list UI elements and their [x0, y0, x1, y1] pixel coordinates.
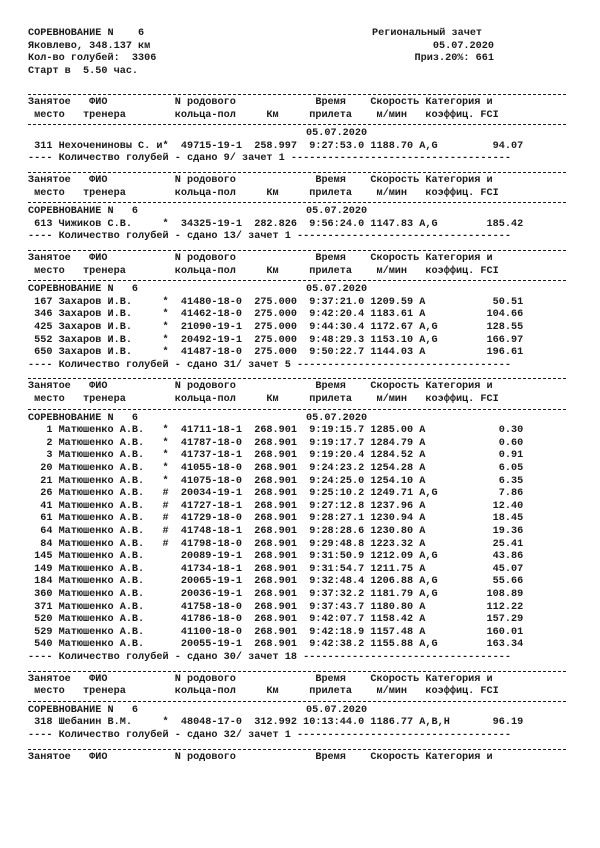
column-header-bottom-rule [28, 409, 566, 410]
start-time: Старт в 5.50 час. [28, 65, 139, 77]
block-title: СОРЕВНОВАНИЕ N 6 [28, 704, 139, 716]
column-header-row-2: место тренера кольца-пол Км прилета м/мин коэффиц. FCI [28, 394, 499, 405]
column-header-top-rule [28, 749, 566, 750]
result-row: 520 Матюшенко А.В. 41786-18-0 268.901 9:42:07.7 1158.42 A 157.29 [28, 614, 524, 626]
column-header-row-2: место тренера кольца-пол Км прилета м/мин коэффиц. FCI [28, 187, 499, 199]
block-title: СОРЕВНОВАНИЕ N 6 [28, 206, 139, 218]
result-row: 149 Матюшенко А.В. 41734-18-1 268.901 9:31:54.7 1211.75 A 45.07 [28, 563, 524, 575]
column-header-row-1: Занятое ФИО N родового Время Скорость Категория и [28, 97, 493, 108]
column-header-row-1: Занятое ФИО N родового Время Скорость Категория и [28, 673, 493, 685]
result-row: 552 Захаров И.В. * 20492-19-1 275.000 9:48:29.3 1153.10 A,G 166.97 [28, 334, 524, 346]
result-row: 184 Матюшенко А.В. 20065-19-1 268.901 9:32:48.4 1206.88 A,G 55.66 [28, 576, 524, 588]
result-row: 61 Матюшенко А.В. # 41729-18-0 268.901 9:28:27.1 1230.94 A 18.45 [28, 513, 524, 525]
block-summary: ---- Количество голубей - сдано 31/ зачет 5 ----------------------------------- [28, 359, 511, 371]
column-header-row-2: место тренера кольца-пол Км прилета м/мин коэффиц. FCI [28, 109, 499, 121]
block-title: СОРЕВНОВАНИЕ N 6 [28, 412, 139, 424]
prize-info: Приз.20%: 661 [414, 53, 494, 65]
result-row: 21 Матюшенко А.В. * 41075-18-0 268.901 9:24:25.0 1254.10 A 6.35 [28, 475, 524, 487]
race-date: 05.07.2020 [432, 40, 494, 52]
result-row: 360 Матюшенко А.В. 20036-19-1 268.901 9:37:32.2 1181.79 A,G 108.89 [28, 589, 524, 600]
release-location: Яковлево, 348.137 км [28, 40, 151, 52]
pigeon-count: Кол-во голубей: 3306 [28, 53, 157, 65]
result-row: 2 Матюшенко А.В. * 41787-18-0 268.901 9:19:17.7 1284.79 A 0.60 [28, 437, 524, 449]
block-date: 05.07.2020 [306, 412, 368, 424]
column-header-row-2: место тренера кольца-пол Км прилета м/мин коэффиц. FCI [28, 686, 499, 698]
result-row: 540 Матюшенко А.В. 20055-19-1 268.901 9:42:38.2 1155.88 A,G 163.34 [28, 639, 524, 651]
document-header-left [28, 28, 156, 78]
block-title: СОРЕВНОВАНИЕ N 6 [28, 284, 139, 296]
block-summary: ---- Количество голубей - сдано 9/ зачет 1 ------------------------------------ [28, 153, 511, 165]
result-row: 371 Матюшенко А.В. 41758-18-0 268.901 9:37:43.7 1180.80 A 112.22 [28, 601, 524, 613]
column-header-top-rule [28, 250, 566, 251]
result-row: 1 Матюшенко А.В. * 41711-18-1 268.901 9:19:15.7 1285.00 A 0.30 [28, 425, 524, 437]
result-row: 613 Чижиков С.В. * 34325-19-1 282.826 9:56:24.0 1147.83 A,G 185.42 [28, 218, 524, 230]
column-header-top-rule [28, 671, 566, 672]
column-header-row-1: Занятое ФИО N родового Время Скорость Категория и [28, 381, 493, 393]
block-summary: ---- Количество голубей - сдано 30/ зачет 18 ---------------------------------- [28, 652, 511, 663]
result-row: 167 Захаров И.В. * 41480-18-0 275.000 9:37:21.0 1209.59 A 50.51 [28, 296, 524, 308]
result-row: 346 Захаров И.В. * 41462-18-0 275.000 9:42:20.4 1183.61 A 104.66 [28, 309, 524, 321]
result-row: 3 Матюшенко А.В. * 41737-18-1 268.901 9:19:20.4 1284.52 A 0.91 [28, 450, 524, 462]
result-row: 41 Матюшенко А.В. # 41727-18-1 268.901 9:27:12.8 1237.96 A 12.40 [28, 500, 524, 512]
column-header-bottom-rule [28, 701, 566, 702]
result-row: 84 Матюшенко А.В. # 41798-18-0 268.901 9:29:48.8 1223.32 A 25.41 [28, 538, 524, 550]
column-header-row-2: место тренера кольца-пол Км прилета м/мин коэффиц. FCI [28, 265, 499, 277]
result-row: 529 Матюшенко А.В. 41100-18-0 268.901 9:42:18.9 1157.48 A 160.01 [28, 626, 524, 638]
result-row: 311 Нехочениновы С. и* 49715-19-1 258.997 9:27:53.0 1188.70 A,G 94.07 [28, 140, 524, 152]
column-header-row-1: Занятое ФИО N родового Время Скорость Категория и [28, 751, 493, 763]
scoring-type: Региональный зачет [372, 28, 483, 39]
block-date: 05.07.2020 [306, 284, 368, 296]
column-header-row-1: Занятое ФИО N родового Время Скорость Категория и [28, 175, 493, 186]
block-date: 05.07.2020 [306, 128, 368, 140]
competition-title: СОРЕВНОВАНИЕ N 6 [28, 28, 145, 39]
document-header-right [372, 28, 494, 66]
result-row: 26 Матюшенко А.В. # 20034-19-1 268.901 9:25:10.2 1249.71 A,G 7.86 [28, 488, 524, 500]
result-row: 145 Матюшенко А.В. 20089-19-1 268.901 9:31:50.9 1212.09 A,G 43.86 [28, 551, 524, 563]
block-summary: ---- Количество голубей - сдано 32/ зачет 1 ----------------------------------- [28, 730, 511, 741]
result-row: 425 Захаров И.В. * 21090-19-1 275.000 9:44:30.4 1172.67 A,G 128.55 [28, 322, 524, 333]
column-header-top-rule [28, 94, 566, 95]
column-header-top-rule [28, 378, 566, 379]
block-date: 05.07.2020 [306, 206, 368, 218]
block-summary: ---- Количество голубей - сдано 13/ зачет 1 ----------------------------------- [28, 231, 511, 243]
column-header-bottom-rule [28, 280, 566, 281]
block-date: 05.07.2020 [306, 704, 368, 716]
result-row: 64 Матюшенко А.В. # 41748-18-1 268.901 9:28:28.6 1230.80 A 19.36 [28, 526, 524, 537]
result-row: 20 Матюшенко А.В. * 41055-18-0 268.901 9:24:23.2 1254.28 A 6.05 [28, 463, 524, 474]
column-header-row-1: Занятое ФИО N родового Время Скорость Категория и [28, 253, 493, 264]
column-header-bottom-rule [28, 202, 566, 203]
result-row: 318 Шебанин В.М. * 48048-17-0 312.992 10:13:44.0 1186.77 A,B,H 96.19 [28, 717, 524, 729]
result-row: 650 Захаров И.В. * 41487-18-0 275.000 9:50:22.7 1144.03 A 196.61 [28, 347, 524, 359]
column-header-bottom-rule [28, 124, 566, 125]
column-header-top-rule [28, 172, 566, 173]
